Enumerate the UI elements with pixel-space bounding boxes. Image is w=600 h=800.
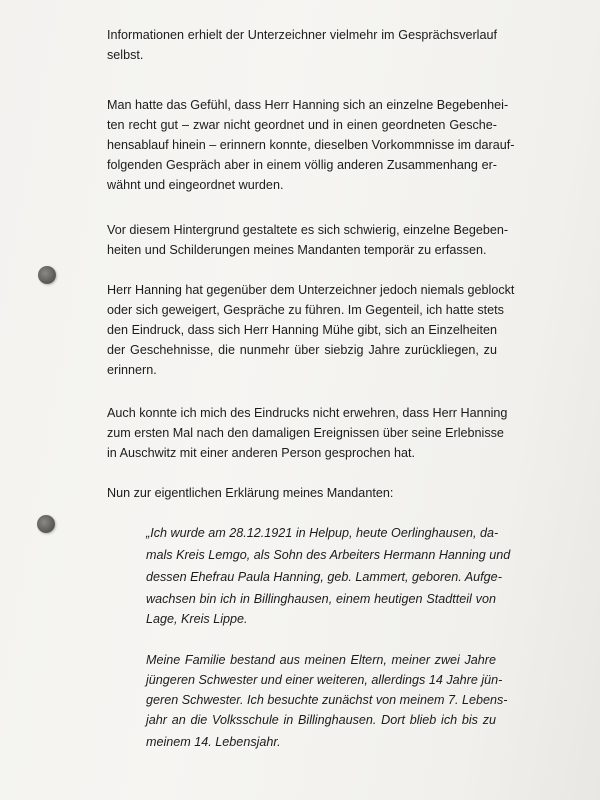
text-line: erinnern. bbox=[107, 363, 157, 377]
quote-line: jahr an die Volksschule in Billinghausen. Dort blieb ich bis zu bbox=[146, 713, 496, 727]
text-line: in Auschwitz mit einer anderen Person gesprochen hat. bbox=[107, 446, 416, 460]
punch-hole-bottom bbox=[37, 515, 55, 533]
text-line: den Eindruck, dass sich Herr Hanning Mühe gibt, sich an Einzelheiten bbox=[107, 323, 497, 337]
text-line: zum ersten Mal nach den damaligen Ereignissen über seine Erlebnisse bbox=[107, 426, 504, 440]
text-line: oder sich geweigert, Gespräche zu führen. Im Gegenteil, ich hatte stets bbox=[107, 303, 504, 317]
text-line: hensablauf hinein – erinnern konnte, dieselben Vorkommnisse im darauf- bbox=[107, 138, 515, 152]
text-line: Herr Hanning hat gegenüber dem Unterzeichner jedoch niemals geblockt bbox=[107, 283, 515, 297]
text-line: Nun zur eigentlichen Erklärung meines Mandanten: bbox=[107, 486, 394, 500]
quote-line: mals Kreis Lemgo, als Sohn des Arbeiters Hermann Hanning und bbox=[146, 548, 511, 562]
quote-line: „Ich wurde am 28.12.1921 in Helpup, heute Oerlinghausen, da- bbox=[146, 526, 499, 540]
punch-hole-top bbox=[38, 266, 56, 284]
quote-line: Lage, Kreis Lippe. bbox=[146, 612, 248, 626]
text-line: der Geschehnisse, die nunmehr über siebzig Jahre zurückliegen, zu bbox=[107, 343, 497, 357]
quote-line: geren Schwester. Ich besuchte zunächst von meinem 7. Lebens- bbox=[146, 693, 508, 707]
text-line: Auch konnte ich mich des Eindrucks nicht erwehren, dass Herr Hanning bbox=[107, 406, 508, 420]
text-line: selbst. bbox=[107, 48, 144, 62]
text-line: folgenden Gespräch aber in einem völlig anderen Zusammenhang er- bbox=[107, 158, 497, 172]
text-line: Man hatte das Gefühl, dass Herr Hanning sich an einzelne Begebenhei- bbox=[107, 98, 509, 112]
text-line: Informationen erhielt der Unterzeichner vielmehr im Gesprächsverlauf bbox=[107, 28, 497, 42]
text-line: Vor diesem Hintergrund gestaltete es sich schwierig, einzelne Begeben- bbox=[107, 223, 509, 237]
text-line: heiten und Schilderungen meines Mandanten temporär zu erfassen. bbox=[107, 243, 487, 257]
text-line: wähnt und eingeordnet wurden. bbox=[107, 178, 284, 192]
quote-line: jüngeren Schwester und einer weiteren, allerdings 14 Jahre jün- bbox=[146, 673, 503, 687]
quote-line: meinem 14. Lebensjahr. bbox=[146, 735, 281, 749]
quote-line: Meine Familie bestand aus meinen Eltern, meiner zwei Jahre bbox=[146, 653, 496, 667]
quote-line: dessen Ehefrau Paula Hanning, geb. Lammert, geboren. Aufge- bbox=[146, 570, 502, 584]
text-line: ten recht gut – zwar nicht geordnet und in einen geordneten Gesche- bbox=[107, 118, 497, 132]
quote-line: wachsen bin ich in Billinghausen, einem heutigen Stadtteil von bbox=[146, 592, 496, 606]
